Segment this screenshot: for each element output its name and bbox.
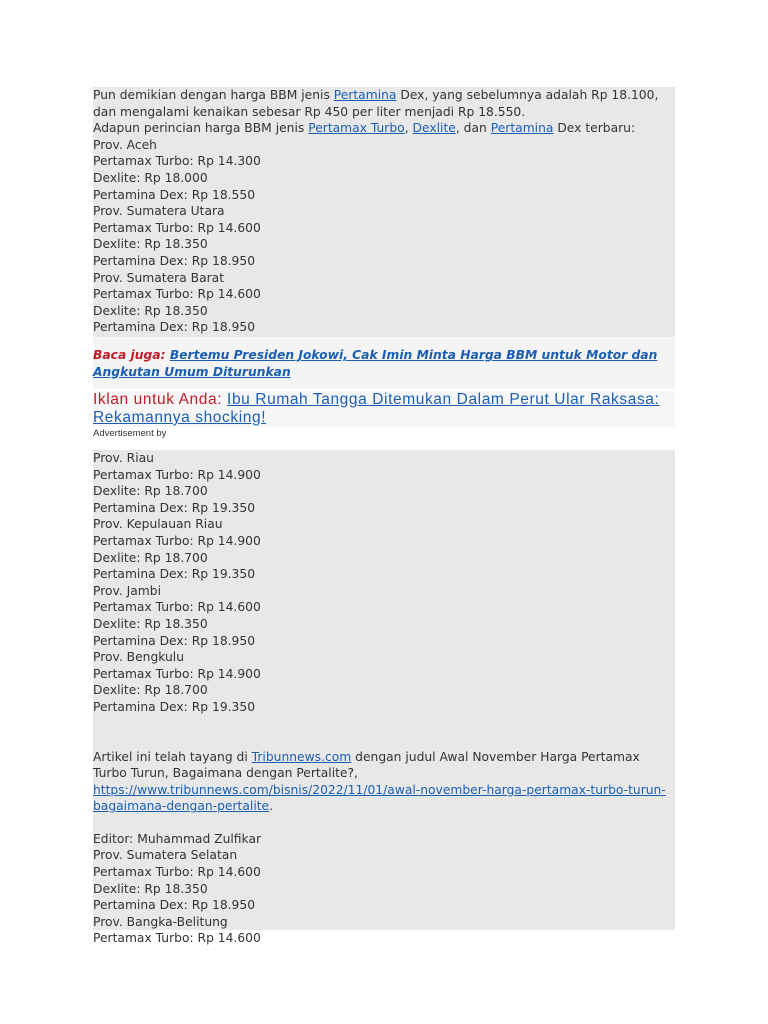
sponsored-block — [93, 391, 675, 427]
price-line: Pertamax Turbo: Rp 14.600 — [93, 287, 261, 302]
price-line: Pertamax Turbo: Rp 14.900 — [93, 467, 261, 482]
intro-paragraph — [93, 87, 675, 120]
price-line: Pertamax Turbo: Rp 14.900 — [93, 533, 261, 548]
editor-line: Editor: Muhammad Zulfikar — [93, 831, 262, 846]
price-line: Dexlite: Rp 18.350 — [93, 881, 208, 896]
separator: , — [404, 121, 413, 136]
detail-intro — [93, 120, 675, 137]
price-line: Prov. Aceh — [93, 137, 157, 152]
price-block-1 — [93, 87, 675, 337]
price-line: Pertamax Turbo: Rp 14.300 — [93, 154, 261, 169]
price-block-2 — [93, 450, 675, 946]
dexlite-link[interactable]: Dexlite — [412, 121, 456, 136]
price-line: Prov. Riau — [93, 451, 154, 465]
detail-intro-end: Dex terbaru: — [553, 121, 636, 136]
pertamax-turbo-link[interactable]: Pertamax Turbo — [308, 121, 405, 136]
price-line: Pertamina Dex: Rp 18.950 — [93, 253, 256, 268]
price-line: Pertamina Dex: Rp 18.950 — [93, 320, 256, 335]
price-line: Prov. Sumatera Utara — [93, 204, 225, 219]
price-line: Prov. Bengkulu — [93, 650, 184, 665]
price-line: Prov. Sumatera Barat — [93, 270, 225, 285]
price-line: Prov. Sumatera Selatan — [93, 848, 238, 863]
price-line: Pertamina Dex: Rp 18.950 — [93, 898, 256, 913]
price-line: Dexlite: Rp 18.350 — [93, 303, 208, 318]
price-line: Pertamina Dex: Rp 19.350 — [93, 699, 256, 714]
tribunnews-link[interactable]: Tribunnews.com — [251, 749, 352, 764]
article-source-end: . — [269, 799, 274, 814]
price-line: Pertamax Turbo: Rp 14.600 — [93, 865, 261, 880]
article-source — [93, 749, 675, 815]
price-line: Dexlite: Rp 18.700 — [93, 550, 208, 565]
pertamina-link[interactable]: Pertamina — [490, 121, 554, 136]
price-line: Pertamax Turbo: Rp 14.600 — [93, 931, 261, 946]
article-source-text: Artikel ini telah tayang di — [93, 749, 252, 764]
price-line: Pertamina Dex: Rp 18.550 — [93, 187, 256, 202]
separator: , dan — [455, 121, 491, 136]
related-article-link[interactable]: Bertemu Presiden Jokowi, Cak Imin Minta Harga BBM untuk Motor dan Angkutan Umum Diturunkan — [93, 348, 658, 379]
article-source-title: dengan judul Awal November Harga Pertamax Turbo Turun, Bagaimana dengan Pertalite?, — [93, 749, 640, 781]
price-line: Pertamax Turbo: Rp 14.600 — [93, 600, 261, 615]
related-article — [93, 337, 675, 389]
baca-juga-label: Baca juga: — [93, 348, 166, 362]
price-line: Dexlite: Rp 18.700 — [93, 484, 208, 499]
price-line: Pertamina Dex: Rp 19.350 — [93, 500, 256, 515]
price-line: Dexlite: Rp 18.350 — [93, 237, 208, 252]
sponsored-link[interactable]: Ibu Rumah Tangga Ditemukan Dalam Perut Ular Raksasa: Rekamannya shocking! — [93, 391, 660, 426]
iklan-label: Iklan untuk Anda: — [93, 391, 223, 408]
price-line: Dexlite: Rp 18.350 — [93, 616, 208, 631]
price-line: Dexlite: Rp 18.700 — [93, 683, 208, 698]
advertisement-by-label: Advertisement by — [93, 428, 167, 439]
intro-text-end: Dex, yang sebelumnya adalah Rp 18.100, dan mengalami kenaikan sebesar Rp 450 per liter menjadi Rp 18.550. — [93, 88, 659, 119]
intro-text: Pun demikian dengan harga BBM jenis — [93, 88, 334, 102]
spacer — [93, 716, 675, 749]
price-line: Pertamina Dex: Rp 19.350 — [93, 567, 256, 582]
price-line: Prov. Kepulauan Riau — [93, 517, 223, 532]
price-line: Pertamina Dex: Rp 18.950 — [93, 633, 256, 648]
spacer — [93, 815, 675, 831]
price-line: Prov. Bangka-Belitung — [93, 914, 228, 929]
price-line: Prov. Jambi — [93, 583, 162, 598]
price-line: Dexlite: Rp 18.000 — [93, 170, 208, 185]
price-line: Pertamax Turbo: Rp 14.600 — [93, 220, 261, 235]
price-line: Pertamax Turbo: Rp 14.900 — [93, 666, 261, 681]
pertamina-link[interactable]: Pertamina — [333, 88, 397, 102]
article-url-link[interactable]: https://www.tribunnews.com/bisnis/2022/11/01/awal-november-harga-pertamax-turbo-turun-bagaimana-dengan-pertalite — [93, 782, 666, 814]
detail-intro-text: Adapun perincian harga BBM jenis — [93, 121, 309, 136]
